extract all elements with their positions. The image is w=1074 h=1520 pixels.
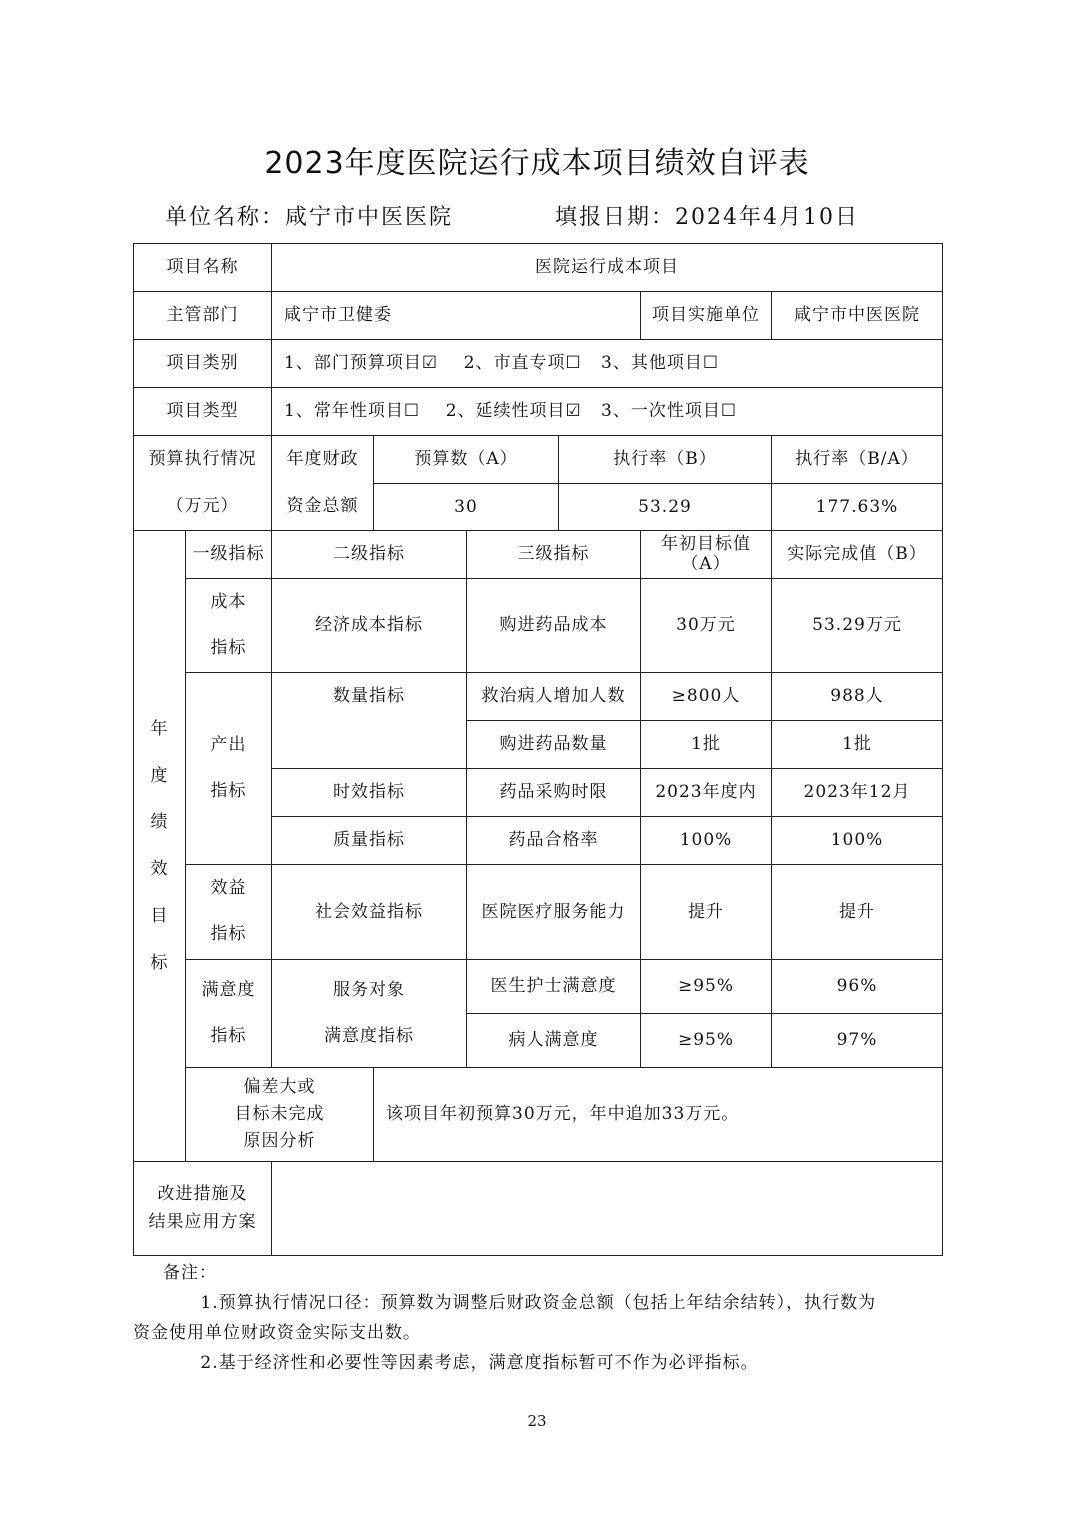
time-actual: 2023年12月 bbox=[772, 769, 943, 817]
deviation-value: 该项目年初预算30万元，年中追加33万元。 bbox=[374, 1068, 943, 1162]
improve-label: 改进措施及 结果应用方案 bbox=[134, 1162, 272, 1256]
benefit-row bbox=[134, 865, 943, 960]
type-option-2: 2、延续性项目 bbox=[445, 401, 566, 422]
checkbox-checked-icon: ☑ bbox=[565, 401, 582, 422]
dept-label: 主管部门 bbox=[134, 292, 272, 340]
note-2: 2.基于经济性和必要性等因素考虑，满意度指标暂可不作为必评指标。 bbox=[200, 1353, 759, 1373]
impl-unit-value: 咸宁市中医医院 bbox=[772, 292, 943, 340]
benefit-actual: 提升 bbox=[772, 865, 943, 960]
category-options bbox=[272, 340, 943, 388]
quality-level2: 质量指标 bbox=[272, 817, 467, 865]
satisfaction-level2: 服务对象 满意度指标 bbox=[272, 960, 467, 1068]
time-level3: 药品采购时限 bbox=[467, 769, 641, 817]
budget-val-b: 53.29 bbox=[559, 484, 772, 531]
dept-row bbox=[134, 292, 943, 340]
quality-level3: 药品合格率 bbox=[467, 817, 641, 865]
satisfaction2-target: ≥95% bbox=[641, 1014, 772, 1068]
time-target: 2023年度内 bbox=[641, 769, 772, 817]
fill-date: 填报日期：2024年4月10日 bbox=[555, 205, 859, 230]
project-name-row bbox=[134, 244, 943, 292]
type-option-1: 1、常年性项目 bbox=[284, 401, 404, 422]
cost-actual: 53.29万元 bbox=[772, 579, 943, 673]
qty2-level3: 购进药品数量 bbox=[467, 721, 641, 769]
fund-label-1: 年度财政 bbox=[272, 436, 374, 484]
benefit-level3: 医院医疗服务能力 bbox=[467, 865, 641, 960]
output-level1: 产出 指标 bbox=[186, 673, 272, 865]
qty-level2: 数量指标 bbox=[272, 673, 467, 769]
satisfaction-level1: 满意度 指标 bbox=[186, 960, 272, 1068]
unit-name: 单位名称：咸宁市中医医院 bbox=[165, 205, 454, 230]
checkbox-empty-icon: ☐ bbox=[565, 353, 582, 374]
evaluation-table bbox=[133, 243, 943, 1256]
type-label: 项目类型 bbox=[134, 388, 272, 436]
improve-value bbox=[272, 1162, 943, 1256]
quality-actual: 100% bbox=[772, 817, 943, 865]
qty2-target: 1批 bbox=[641, 721, 772, 769]
impl-unit-label: 项目实施单位 bbox=[641, 292, 772, 340]
qty2-actual: 1批 bbox=[772, 721, 943, 769]
checkbox-empty-icon: ☐ bbox=[403, 401, 421, 422]
cost-row bbox=[134, 579, 943, 673]
type-row bbox=[134, 388, 943, 436]
header-actual: 实际完成值（B） bbox=[772, 531, 943, 579]
benefit-level2: 社会效益指标 bbox=[272, 865, 467, 960]
satisfaction1-level3: 医生护士满意度 bbox=[467, 960, 641, 1014]
project-name-value: 医院运行成本项目 bbox=[272, 244, 943, 292]
budget-col-a: 预算数（A） bbox=[374, 436, 559, 484]
note-1-cont: 资金使用单位财政资金实际支出数。 bbox=[133, 1323, 421, 1343]
qty1-actual: 988人 bbox=[772, 673, 943, 721]
budget-val-ba: 177.63% bbox=[772, 484, 943, 531]
header-level2: 二级指标 bbox=[272, 531, 467, 579]
quality-target: 100% bbox=[641, 817, 772, 865]
budget-header-row bbox=[134, 436, 943, 484]
budget-col-ba: 执行率（B/A） bbox=[772, 436, 943, 484]
improve-row bbox=[134, 1162, 943, 1256]
header-level3: 三级指标 bbox=[467, 531, 641, 579]
checkbox-empty-icon: ☐ bbox=[702, 353, 720, 374]
satisfaction1-target: ≥95% bbox=[641, 960, 772, 1014]
category-option-2: 2、市直专项 bbox=[463, 353, 566, 374]
notes bbox=[133, 1258, 923, 1378]
type-options bbox=[272, 388, 943, 436]
page-number: 23 bbox=[527, 1412, 547, 1430]
qty1-target: ≥800人 bbox=[641, 673, 772, 721]
checkbox-checked-icon: ☑ bbox=[421, 353, 439, 374]
cost-target: 30万元 bbox=[641, 579, 772, 673]
output-qty1-row bbox=[134, 673, 943, 721]
header-level1: 一级指标 bbox=[186, 531, 272, 579]
dept-value: 咸宁市卫健委 bbox=[272, 292, 641, 340]
header-target: 年初目标值 （A） bbox=[641, 531, 772, 579]
budget-unit: （万元） bbox=[134, 484, 272, 531]
category-row bbox=[134, 340, 943, 388]
perf-side-label: 年 度 绩 效 目 标 bbox=[134, 531, 186, 1162]
deviation-label: 偏差大或 目标未完成 原因分析 bbox=[186, 1068, 374, 1162]
satisfaction1-row bbox=[134, 960, 943, 1014]
satisfaction2-actual: 97% bbox=[772, 1014, 943, 1068]
category-option-3: 3、其他项目 bbox=[601, 353, 703, 374]
category-label: 项目类别 bbox=[134, 340, 272, 388]
note-1: 1.预算执行情况口径：预算数为调整后财政资金总额（包括上年结余结转），执行数为 bbox=[200, 1293, 877, 1313]
notes-heading: 备注： bbox=[163, 1263, 217, 1283]
satisfaction1-actual: 96% bbox=[772, 960, 943, 1014]
project-name-label: 项目名称 bbox=[134, 244, 272, 292]
benefit-target: 提升 bbox=[641, 865, 772, 960]
perf-header-row bbox=[134, 531, 943, 579]
budget-col-b: 执行率（B） bbox=[559, 436, 772, 484]
deviation-row bbox=[134, 1068, 943, 1162]
budget-value-row bbox=[134, 484, 943, 531]
page-title: 2023年度医院运行成本项目绩效自评表 bbox=[264, 146, 810, 181]
type-option-3: 3、一次性项目 bbox=[601, 401, 721, 422]
category-option-1: 1、部门预算项目 bbox=[284, 353, 422, 374]
cost-level1: 成本 指标 bbox=[186, 579, 272, 673]
budget-val-a: 30 bbox=[374, 484, 559, 531]
budget-label: 预算执行情况 bbox=[134, 436, 272, 484]
time-level2: 时效指标 bbox=[272, 769, 467, 817]
cost-level2: 经济成本指标 bbox=[272, 579, 467, 673]
checkbox-empty-icon: ☐ bbox=[720, 401, 738, 422]
benefit-level1: 效益 指标 bbox=[186, 865, 272, 960]
fund-label-2: 资金总额 bbox=[272, 484, 374, 531]
satisfaction2-level3: 病人满意度 bbox=[467, 1014, 641, 1068]
qty1-level3: 救治病人增加人数 bbox=[467, 673, 641, 721]
cost-level3: 购进药品成本 bbox=[467, 579, 641, 673]
